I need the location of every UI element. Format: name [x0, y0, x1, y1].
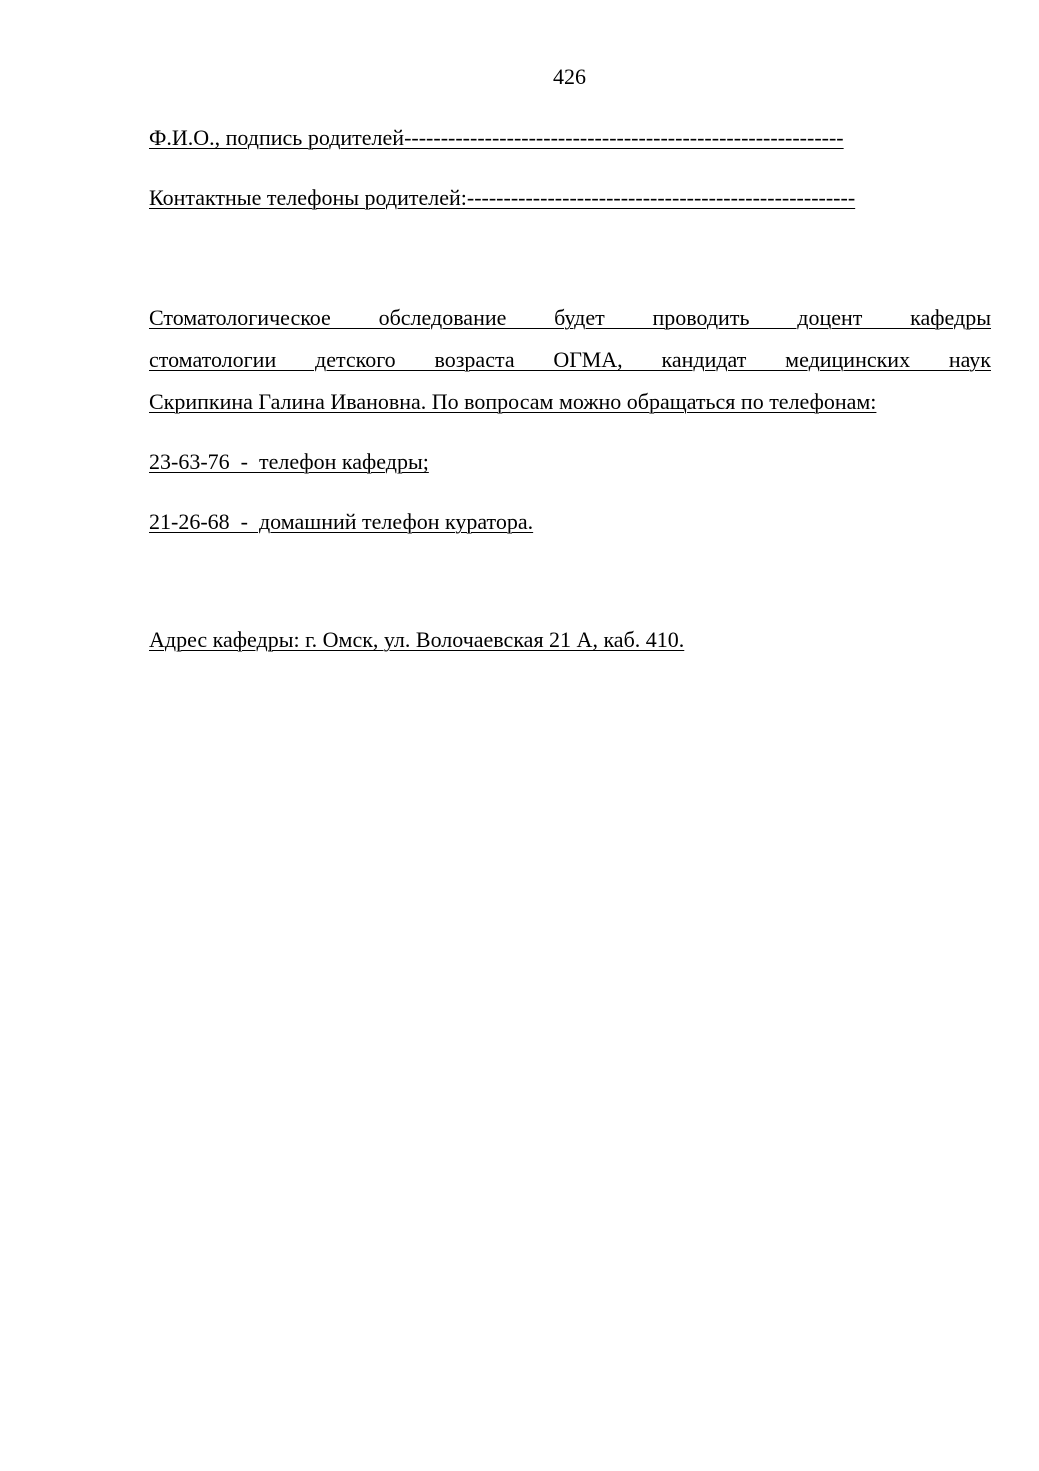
phone-curator: 21-26-68 - домашний телефон куратора. [149, 509, 534, 534]
parents-signature-line: Ф.И.О., подпись родителей------------------------------------------------------------ [149, 125, 844, 150]
page-number: 426 [553, 64, 586, 89]
paragraph-line-3: Скрипкина Галина Ивановна. По вопросам можно обращаться по телефонам: [149, 389, 877, 414]
paragraph-line-2: стоматологии детского возраста ОГМА, кандидат медицинских наук [149, 347, 991, 372]
paragraph-line-1: Стоматологическое обследование будет проводить доцент кафедры [149, 305, 991, 330]
phone-department: 23-63-76 - телефон кафедры; [149, 449, 429, 474]
department-address: Адрес кафедры: г. Омск, ул. Волочаевская 21 А, каб. 410. [149, 627, 685, 652]
parents-phones-line: Контактные телефоны родителей:----------------------------------------------------- [149, 185, 856, 210]
